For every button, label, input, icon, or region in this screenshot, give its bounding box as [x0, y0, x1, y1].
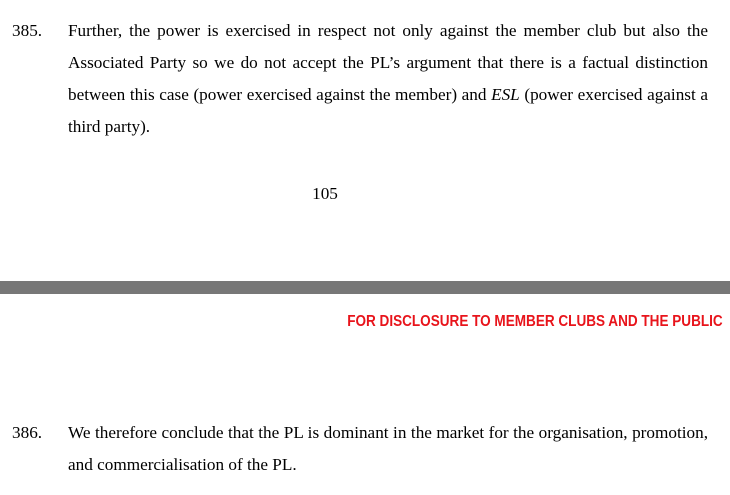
page-separator	[0, 281, 730, 294]
disclosure-banner: FOR DISCLOSURE TO MEMBER CLUBS AND THE PUBLIC	[347, 313, 723, 330]
paragraph-text-part: Further, the power is exercised in respect not only against the member club but also the Associated Party so we do not accept the PL’s argument that there is a factual distinction between this case (power exercised against the member) and	[68, 21, 708, 104]
paragraph-number: 386.	[12, 423, 43, 442]
paragraph-text	[68, 15, 708, 143]
paragraph-text: We therefore conclude that the PL is dominant in the market for the organisation, promotion, and commercialisation of the PL.	[68, 423, 708, 474]
page-number: 105	[312, 184, 338, 203]
case-name-italic: ESL	[491, 85, 520, 104]
paragraph-text-part: (power exercised against a third party).	[68, 85, 708, 136]
paragraph-number: 385.	[12, 21, 43, 40]
